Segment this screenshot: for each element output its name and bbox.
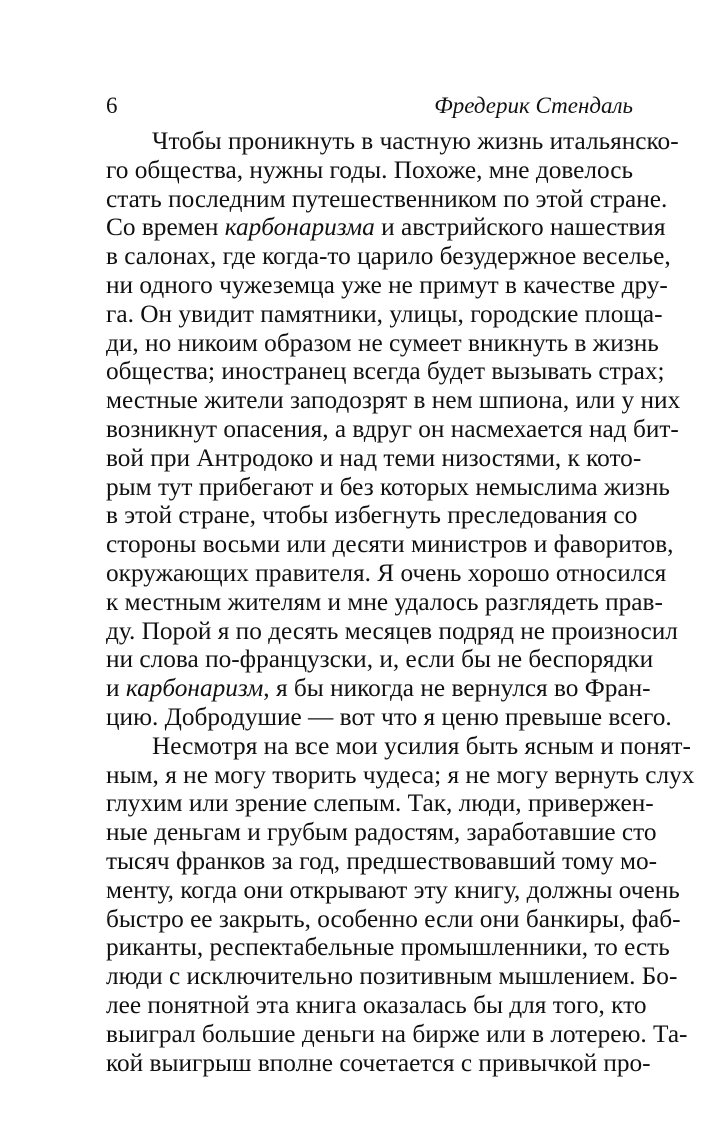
text-line: в этой стране, чтобы избегнуть преследования со [106, 501, 638, 530]
text-line: рым тут прибегают и без которых немыслима жизнь [106, 472, 670, 501]
paragraph [106, 127, 681, 732]
italic-term: карбонаризма [224, 213, 375, 242]
text-line: ные деньгам и грубым радостям, заработавшие сто [106, 818, 657, 847]
text-segment: и [106, 674, 126, 703]
text-line: менту, когда они открывают эту книгу, должны очень [106, 875, 680, 904]
text-segment: и австрийского нашествия [374, 213, 666, 242]
text-line [106, 674, 651, 703]
text-line: в салонах, где когда-то царило безудержное веселье, [106, 242, 671, 271]
text-line: Чтобы проникнуть в частную жизнь итальянско- [152, 127, 679, 155]
text-line: Несмотря на все мои усилия быть ясным и понят- [152, 731, 691, 760]
text-line [106, 213, 666, 242]
text-line: кой выигрыш вполне сочетается с привычкой про- [106, 1048, 651, 1077]
text-line: ди, но никоим образом не сумеет вникнуть в жизнь [106, 328, 659, 357]
text-line: общества; иностранец всегда будет вызывать страх; [106, 357, 665, 386]
text-line: риканты, респектабельные промышленники, то есть [106, 933, 670, 962]
page-number: 6 [106, 93, 118, 118]
text-line: ни слова по-французски, и, если бы не беспорядки [106, 645, 654, 674]
text-segment: , я бы никогда не вернулся во Фран- [263, 674, 651, 703]
italic-term: карбонаризм [125, 674, 264, 703]
text-line: цию. Добродушие — вот что я ценю превыше всего. [106, 702, 672, 731]
text-line: га. Он увидит памятники, улицы, городские площа- [106, 299, 663, 328]
text-line: глухим или зрение слепым. Так, люди, привержен- [106, 789, 654, 818]
text-line: выиграл большие деньги на бирже или в лотерею. Та- [106, 1019, 688, 1048]
text-line: тысяч франков за год, предшествовавший тому мо- [106, 846, 658, 875]
text-line: к местным жителям и мне удалось разглядеть прав- [106, 587, 663, 616]
running-head-author: Фредерик Стендаль [434, 93, 633, 118]
text-line: люди с исключительно позитивным мышлением. Бо- [106, 962, 678, 991]
text-line: ни одного чужеземца уже не примут в качестве дру- [106, 270, 668, 299]
text-line: окружающих правителя. Я очень хорошо относился [106, 558, 667, 587]
paragraph [106, 731, 695, 1078]
text-line: стороны восьми или десяти министров и фаворитов, [106, 530, 674, 559]
text-line: лее понятной эта книга оказалась бы для того, кто [106, 990, 647, 1019]
text-line: вой при Антродоко и над теми низостями, к кото- [106, 443, 642, 472]
text-line: стать последним путешественником по этой стране. [106, 184, 668, 213]
body-text [106, 127, 695, 1077]
text-line: местные жители заподозрят в нем шпиона, или у них [106, 386, 681, 415]
text-line: быстро ее закрыть, особенно если они банкиры, фаб- [106, 904, 681, 933]
text-line: го общества, нужны годы. Похоже, мне довелось [106, 155, 634, 184]
text-line: ду. Порой я по десять месяцев подряд не произносил [106, 616, 678, 645]
text-line: ным, я не могу творить чудеса; я не могу вернуть слух [106, 760, 695, 789]
running-head [106, 91, 633, 121]
text-segment: Со времен [106, 213, 225, 242]
text-line: возникнут опасения, а вдруг он насмехается над бит- [106, 414, 679, 443]
